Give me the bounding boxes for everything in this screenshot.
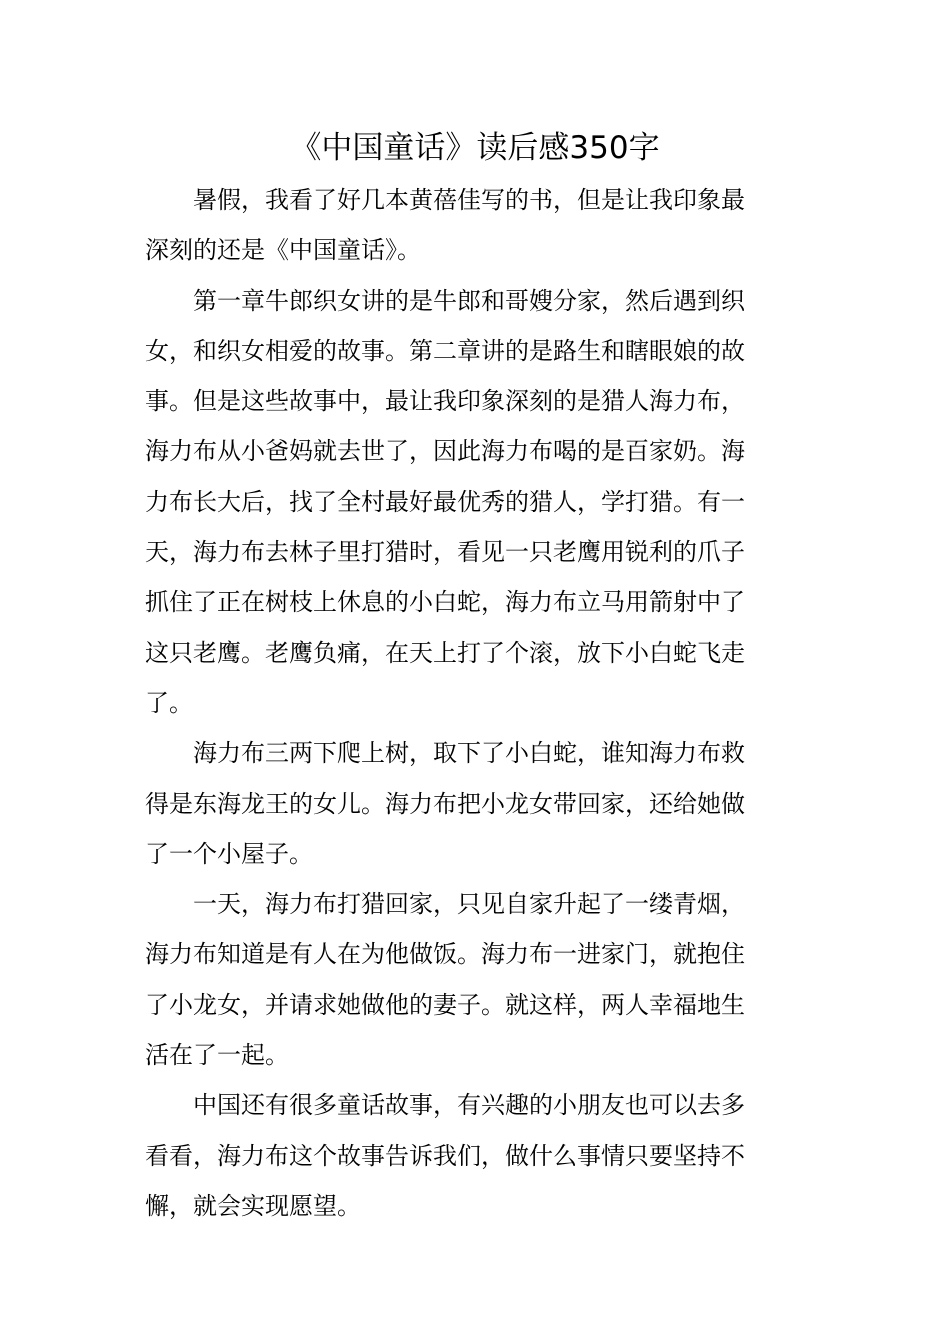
document-body bbox=[145, 175, 807, 1231]
document-title: 《中国童话》读后感350字 bbox=[290, 130, 660, 166]
paragraph-4: 一天，海力布打猎回家，只见自家升起了一缕青烟， 海力布知道是有人在为他做饭。海力布一进家门，就抱住 了小龙女，并请求她做他的妻子。就这样，两人幸福地生 活在了一起。 bbox=[145, 890, 745, 1070]
paragraph-2: 第一章牛郎织女讲的是牛郎和哥嫂分家，然后遇到织 女，和织女相爱的故事。第二章讲的是路生和瞎眼娘的故 事。但是这些故事中，最让我印象深刻的是猎人海力布， 海力布从小爸妈就去世了，因此海力布喝的是百家奶。海 力布长大后，找了全村最好最优秀的猎人，学打猎。有一 天，海力布去林子里打猎时，看见一只老鹰用锐利的爪子 抓住了正在树枝上休息的小白蛇，海力布立马用箭射中了 这只老鹰。老鹰负痛，在天上打了个滚，放下小白蛇飞走 了。 bbox=[145, 286, 745, 717]
paragraph-5: 中国还有很多童话故事，有兴趣的小朋友也可以去多 看看，海力布这个故事告诉我们，做什么事情只要坚持不 懈，就会实现愿望。 bbox=[145, 1091, 745, 1220]
paragraph-1: 暑假，我看了好几本黄蓓佳写的书，但是让我印象最 深刻的还是《中国童话》。 bbox=[145, 186, 745, 265]
paragraph-3: 海力布三两下爬上树，取下了小白蛇，谁知海力布救 得是东海龙王的女儿。海力布把小龙女带回家，还给她做 了一个小屋子。 bbox=[145, 739, 745, 868]
